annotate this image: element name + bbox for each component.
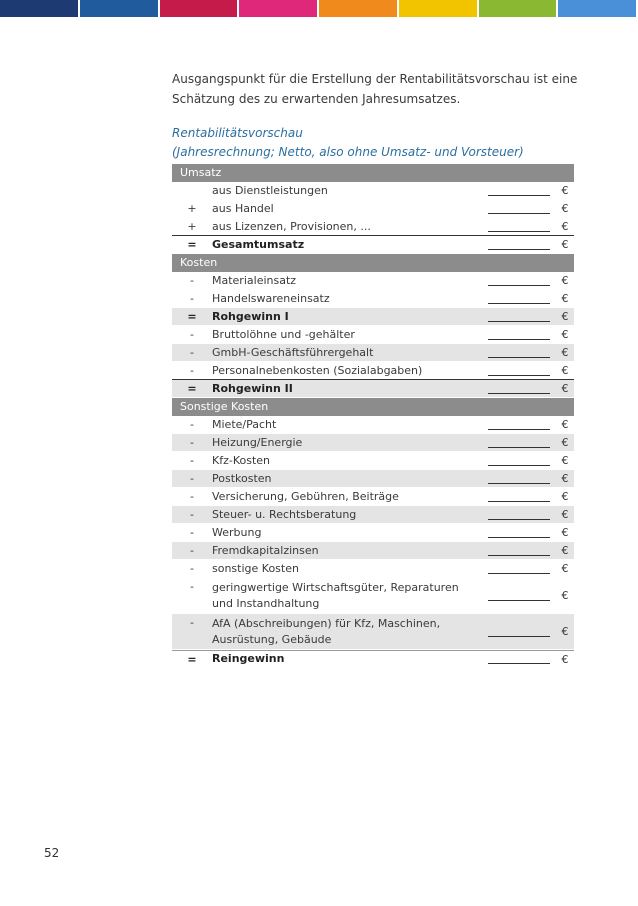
currency-symbol: € [561,490,569,503]
currency-symbol: € [561,526,569,539]
row-label: Kfz-Kosten [212,453,271,467]
row-operator: - [190,544,194,557]
table-subtitle-line: (Jahresrechnung; Netto, also ohne Umsatz- und Vorsteuer) [172,145,524,159]
amount-blank[interactable] [488,564,550,574]
table-row-total [172,236,574,254]
row-operator: = [187,310,197,323]
row-operator: - [190,454,194,467]
row-label: Werbung [212,525,262,539]
row-label: Fremdkapitalzinsen [212,543,319,557]
row-label: Materialeinsatz [212,273,297,287]
amount-blank[interactable] [488,186,550,196]
row-operator: - [190,418,194,431]
amount-blank[interactable] [488,222,550,232]
table-row [172,218,574,236]
currency-symbol: € [561,652,569,666]
table-row [172,326,574,344]
rentabilitaets-table [172,164,574,668]
color-bar-segment [479,0,557,17]
page-number: 52 [44,846,60,860]
amount-blank[interactable] [488,312,550,322]
amount-blank[interactable] [488,204,550,214]
row-label: Miete/Pacht [212,417,277,431]
row-label: aus Lizenzen, Provisionen, ... [212,219,371,233]
currency-symbol: € [561,454,569,467]
amount-blank[interactable] [488,627,550,637]
row-operator: = [187,238,197,251]
row-operator: - [190,562,194,575]
row-label-line: Ausrüstung, Gebäude [212,632,332,646]
row-operator: - [190,274,194,287]
row-label: sonstige Kosten [212,561,299,575]
table-row [172,344,574,362]
table-row [172,416,574,434]
currency-symbol: € [561,220,569,233]
row-operator: + [187,220,197,233]
color-bar-segment [399,0,477,17]
row-label: Bruttolöhne und -gehälter [212,327,355,341]
row-label: GmbH-Geschäftsführergehalt [212,345,374,359]
currency-symbol: € [561,562,569,575]
currency-symbol: € [561,472,569,485]
color-bar-segment [319,0,397,17]
header-color-bar [0,0,638,17]
currency-symbol: € [561,184,569,197]
table-row [172,362,574,380]
row-label [212,616,488,648]
amount-blank[interactable] [488,384,550,394]
row-label: Gesamtumsatz [212,237,305,251]
color-bar-segment [0,0,78,17]
row-operator: - [190,580,194,593]
currency-symbol: € [561,310,569,323]
currency-symbol: € [561,202,569,215]
amount-blank[interactable] [488,546,550,556]
table-row [172,578,574,614]
table-row [172,272,574,290]
table-row [172,524,574,542]
table-row [172,200,574,218]
color-bar-segment [160,0,238,17]
table-row-total [172,650,574,668]
row-operator: - [190,364,194,377]
amount-blank[interactable] [488,276,550,286]
row-operator: = [187,652,197,666]
row-label: Handelswareneinsatz [212,291,330,305]
amount-blank[interactable] [488,348,550,358]
row-label: Rohgewinn II [212,381,293,395]
section-header-kosten: Kosten [172,254,574,272]
row-label: Versicherung, Gebühren, Beiträge [212,489,399,503]
currency-symbol: € [561,292,569,305]
intro-paragraph: Ausgangspunkt für die Erstellung der Rentabilitätsvorschau ist eine Schätzung des zu erwartenden Jahresumsatzes. [172,72,578,106]
row-operator: - [190,526,194,539]
amount-blank[interactable] [488,366,550,376]
table-row [172,542,574,560]
row-label [212,580,488,612]
row-operator: = [187,382,197,395]
table-row [172,488,574,506]
currency-symbol: € [561,589,569,602]
row-operator: + [187,202,197,215]
row-label: Heizung/Energie [212,435,303,449]
section-header-umsatz: Umsatz [172,164,574,182]
currency-symbol: € [561,382,569,395]
amount-blank[interactable] [488,492,550,502]
currency-symbol: € [561,328,569,341]
table-row [172,434,574,452]
currency-symbol: € [561,274,569,287]
row-label: aus Handel [212,201,274,215]
row-label: Rohgewinn I [212,309,289,323]
currency-symbol: € [561,238,569,251]
color-bar-segment [239,0,317,17]
amount-blank[interactable] [488,654,550,664]
row-label: Reingewinn [212,652,285,665]
row-label-line: geringwertige Wirtschaftsgüter, Reparaturen [212,580,459,594]
currency-symbol: € [561,508,569,521]
table-row-total [172,380,574,398]
table-row [172,506,574,524]
currency-symbol: € [561,364,569,377]
amount-blank[interactable] [488,420,550,430]
currency-symbol: € [561,625,569,638]
amount-blank[interactable] [488,591,550,601]
row-operator: - [190,292,194,305]
amount-blank[interactable] [488,474,550,484]
row-label: Steuer- u. Rechtsberatung [212,507,357,521]
row-label: aus Dienstleistungen [212,183,328,197]
table-row [172,614,574,650]
currency-symbol: € [561,346,569,359]
table-row [172,452,574,470]
amount-blank[interactable] [488,438,550,448]
row-operator: - [190,328,194,341]
amount-blank[interactable] [488,510,550,520]
table-title [172,124,582,162]
amount-blank[interactable] [488,528,550,538]
currency-symbol: € [561,418,569,431]
row-label-line: und Instandhaltung [212,596,320,610]
color-bar-segment [558,0,636,17]
amount-blank[interactable] [488,294,550,304]
row-operator: - [190,472,194,485]
row-label-line: AfA (Abschreibungen) für Kfz, Maschinen, [212,616,441,630]
table-row [172,182,574,200]
row-operator: - [190,490,194,503]
amount-blank[interactable] [488,330,550,340]
table-row-total [172,308,574,326]
row-label: Postkosten [212,471,272,485]
table-row [172,290,574,308]
row-label: Personalnebenkosten (Sozialabgaben) [212,363,423,377]
row-operator: - [190,508,194,521]
color-bar-segment [80,0,158,17]
section-header-sonstige-kosten: Sonstige Kosten [172,398,574,416]
amount-blank[interactable] [488,456,550,466]
row-operator: - [190,616,194,629]
table-row [172,560,574,578]
table-title-line: Rentabilitätsvorschau [172,126,303,140]
currency-symbol: € [561,544,569,557]
amount-blank[interactable] [488,240,550,250]
row-operator: - [190,346,194,359]
currency-symbol: € [561,436,569,449]
row-operator: - [190,436,194,449]
table-row [172,470,574,488]
